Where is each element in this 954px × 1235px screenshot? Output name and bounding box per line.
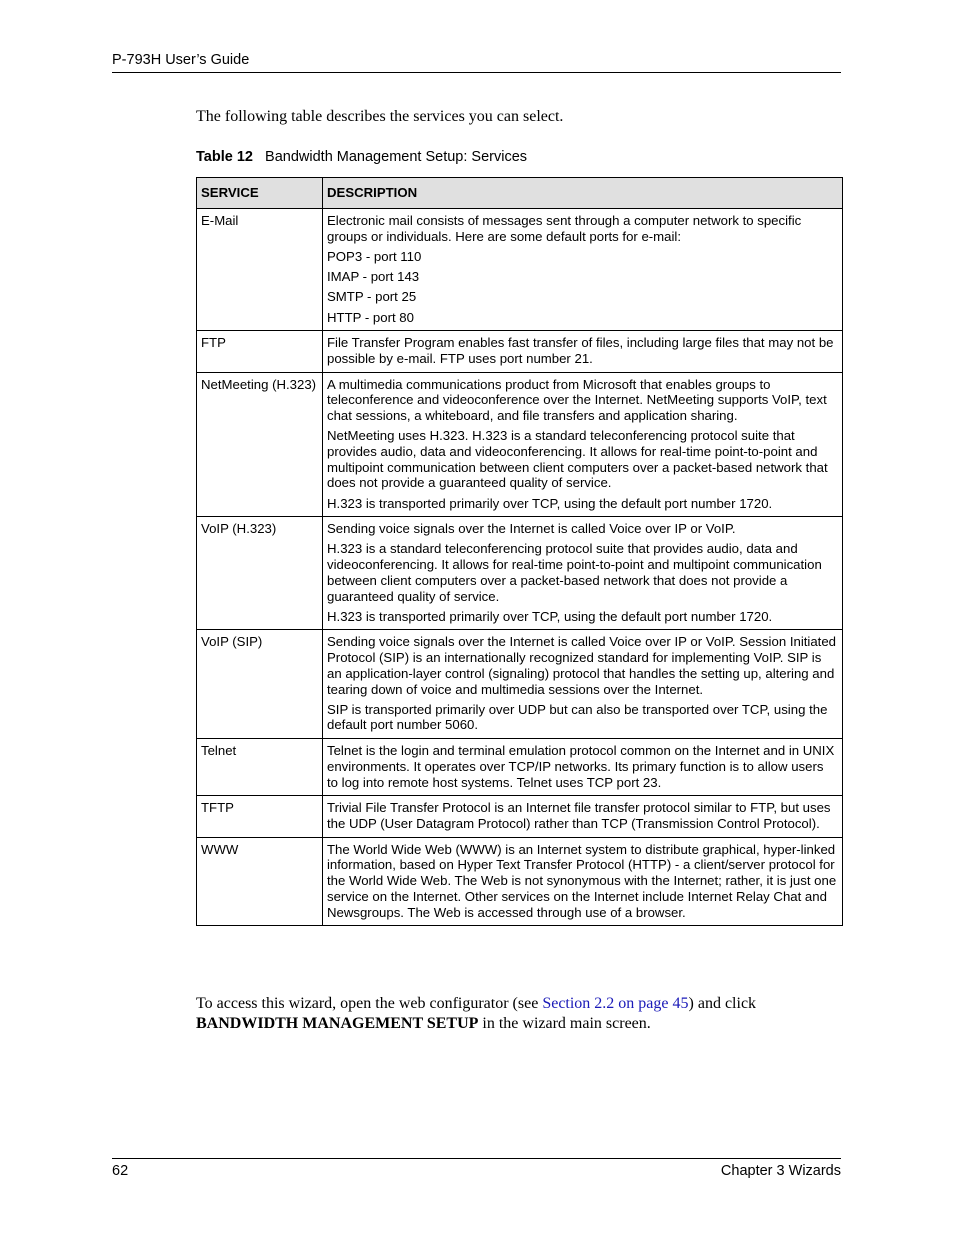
services-table	[196, 177, 843, 926]
description-paragraph: Trivial File Transfer Protocol is an Internet file transfer protocol similar to FTP, but uses the UDP (User Datagram Protocol) rather than TCP (Transmission Control Protocol).	[327, 800, 831, 831]
table-row	[197, 739, 843, 796]
table-row	[197, 796, 843, 837]
document-title: P-793H User’s Guide	[112, 52, 250, 68]
section-link[interactable]: Section 2.2 on page 45	[542, 995, 689, 1012]
table-caption	[196, 148, 527, 166]
table-row	[197, 630, 843, 739]
outro-text: To access this wizard, open the web configurator (see	[196, 995, 543, 1012]
description-paragraph: The World Wide Web (WWW) is an Internet system to distribute graphical, hyper-linked information, based on Hyper Text Transfer Protocol (HTTP) - a client/server protocol for the World Wide Web. The Web is not synonymous with the Internet; rather, it is just one service on the Internet. Other services on the Internet include Internet Relay Chat and Newsgroups. The Web is accessed through use of a browser.	[327, 841, 837, 920]
chapter-title: Chapter 3 Wizards	[720, 1163, 841, 1179]
table-body	[197, 209, 843, 926]
table-row	[197, 372, 843, 517]
description-cell	[323, 739, 843, 796]
table-caption-title: Bandwidth Management Setup: Services	[265, 149, 528, 165]
table-row	[197, 331, 843, 372]
service-cell: NetMeeting (H.323)	[197, 372, 323, 517]
service-cell: VoIP (H.323)	[197, 517, 323, 630]
description-paragraph: Electronic mail consists of messages sent through a computer network to specific groups or individuals. Here are some default ports for e-mail:	[327, 213, 802, 244]
column-header-service: SERVICE	[197, 178, 323, 209]
outro-text: in the wizard main screen.	[478, 1015, 651, 1032]
description-cell	[323, 837, 843, 926]
description-paragraph: H.323 is transported primarily over TCP, using the default port number 1720.	[327, 608, 773, 624]
description-paragraph: H.323 is a standard teleconferencing protocol suite that provides audio, data and videoconferencing. It allows for real-time point-to-point and multipoint communication between client computers over a packet-based network that does not provide a guaranteed quality of service.	[327, 541, 822, 604]
description-cell	[323, 209, 843, 331]
description-paragraph: NetMeeting uses H.323. H.323 is a standard teleconferencing protocol suite that provides audio, data and videoconferencing. It allows for real-time point-to-point and multipoint communication between client computers over a packet-based network that does not provide a guaranteed quality of service.	[327, 428, 828, 491]
table-caption-label: Table 12	[196, 149, 253, 165]
column-header-description: DESCRIPTION	[323, 178, 843, 209]
table-header-row	[197, 178, 843, 209]
service-cell: WWW	[197, 837, 323, 926]
service-cell: E-Mail	[197, 209, 323, 331]
description-cell	[323, 517, 843, 630]
description-paragraph: File Transfer Program enables fast transfer of files, including large files that may not be possible by e-mail. FTP uses port number 21.	[327, 335, 834, 366]
description-paragraph: POP3 - port 110	[327, 248, 422, 264]
description-paragraph: A multimedia communications product from Microsoft that enables groups to teleconference and videoconference over the Internet. NetMeeting supports VoIP, text chat sessions, a whiteboard, and file transfers and application sharing.	[327, 376, 827, 424]
description-cell	[323, 372, 843, 517]
description-paragraph: Sending voice signals over the Internet is called Voice over IP or VoIP.	[327, 521, 736, 537]
table-row	[197, 837, 843, 926]
description-paragraph: H.323 is transported primarily over TCP, using the default port number 1720.	[327, 495, 773, 511]
service-cell: FTP	[197, 331, 323, 372]
page-footer	[112, 1158, 841, 1179]
description-paragraph: Telnet is the login and terminal emulation protocol common on the Internet and in UNIX environments. It operates over TCP/IP networks. Its primary function is to allow users to log into remote host systems. Telnet uses TCP port 23.	[327, 743, 835, 790]
outro-paragraph	[196, 994, 846, 1034]
description-paragraph: SMTP - port 25	[327, 289, 417, 305]
intro-paragraph: The following table describes the services you can select.	[196, 108, 564, 125]
outro-text: ) and click	[688, 995, 757, 1012]
service-cell: VoIP (SIP)	[197, 630, 323, 739]
table-row	[197, 209, 843, 331]
page-number: 62	[112, 1163, 129, 1179]
description-cell	[323, 796, 843, 837]
page-header	[112, 51, 841, 73]
description-paragraph: Sending voice signals over the Internet is called Voice over IP or VoIP. Session Initiated Protocol (SIP) is an internationally recognized standard for implementing VoIP. SIP is an application-layer control (signaling) protocol that handles the setting up, altering and tearing down of voice and multimedia sessions over the Internet.	[327, 634, 837, 697]
bandwidth-management-setup-label: BANDWIDTH MANAGEMENT SETUP	[196, 1015, 479, 1032]
description-paragraph: IMAP - port 143	[327, 269, 420, 285]
description-paragraph: SIP is transported primarily over UDP but can also be transported over TCP, using the default port number 5060.	[327, 701, 828, 733]
description-cell	[323, 331, 843, 372]
service-cell: Telnet	[197, 739, 323, 796]
description-paragraph: HTTP - port 80	[327, 309, 414, 325]
service-cell: TFTP	[197, 796, 323, 837]
table-row	[197, 517, 843, 630]
description-cell	[323, 630, 843, 739]
